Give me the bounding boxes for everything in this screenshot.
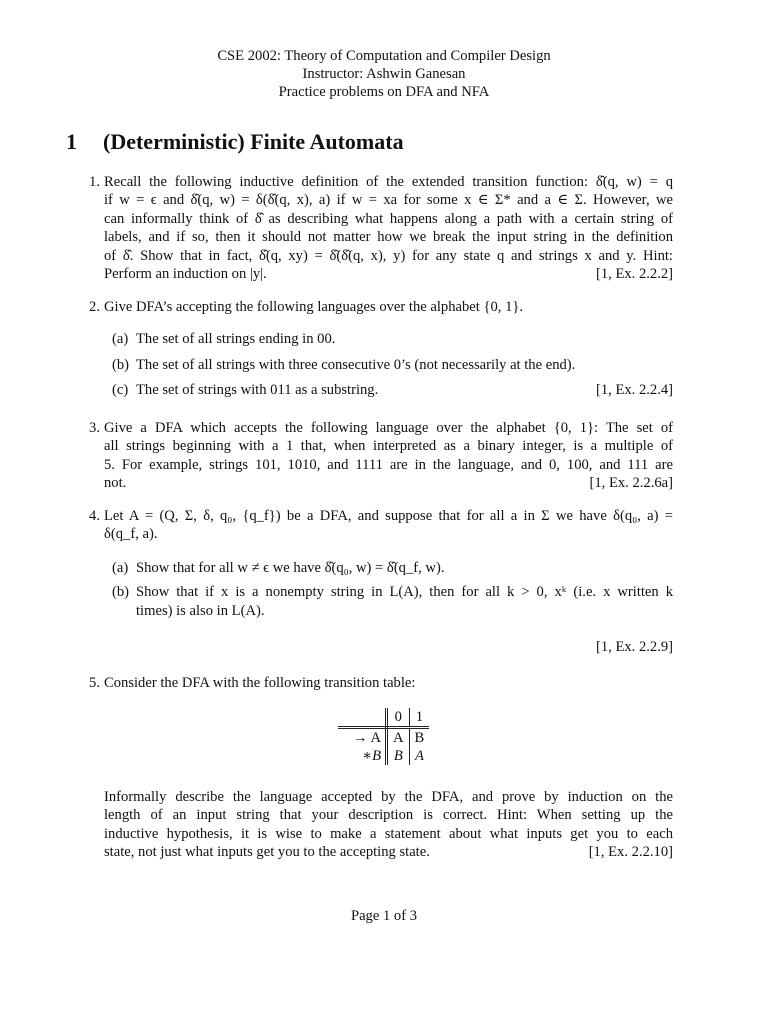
table-cell: → A — [338, 728, 387, 748]
section-number: 1 — [66, 129, 77, 154]
table-cell: ∗B — [338, 747, 387, 765]
problem-line-last — [104, 265, 673, 283]
subpart-a — [112, 559, 673, 577]
subpart-c — [112, 381, 673, 399]
subpart-text: The set of all strings with three consecutive 0’s (not necessarily at the end). — [136, 356, 576, 373]
problem-line: δ(q_f, a). — [104, 526, 158, 543]
problem-line: can informally think of δ̂ as describing what happens along a path with a certain string of — [104, 210, 673, 227]
problem-3 — [80, 419, 673, 493]
subpart-label: (a) — [112, 559, 129, 576]
subpart-b — [112, 583, 673, 620]
table-header-cell: 1 — [409, 708, 429, 728]
subpart-text: The set of all strings ending in 00. — [136, 331, 336, 348]
problem-2 — [80, 298, 673, 400]
subpart-text: Show that for all w ≠ ϵ we have δ̂(q₀, w) = δ̂(q_f, w). — [136, 559, 445, 576]
problem-line: Recall the following inductive definition of the extended transition function: δ̂(q, w) = q — [104, 174, 673, 190]
subpart-label: (b) — [112, 356, 130, 373]
problem-number: 3. — [89, 420, 100, 436]
citation: [1, Ex. 2.2.6a] — [589, 475, 673, 492]
subpart-label: (c) — [112, 382, 129, 399]
citation: [1, Ex. 2.2.4] — [595, 382, 673, 399]
transition-table — [338, 708, 429, 765]
problem-line: of δ̂. Show that in fact, δ̂(q, xy) = δ̂(δ̂(q, x), y) for any state q and strings x and y. Hint: — [104, 247, 673, 264]
problem-line: Give a DFA which accepts the following language over the alphabet {0, 1}: The set of — [104, 420, 673, 436]
problem-text: Consider the DFA with the following transition table: — [104, 675, 416, 691]
citation: [1, Ex. 2.2.9] — [595, 639, 673, 656]
page-number: Page 1 of 3 — [350, 908, 418, 924]
problem-1 — [80, 173, 673, 283]
subpart-label: (a) — [112, 331, 129, 348]
subpart-text: The set of strings with 011 as a substring. — [136, 382, 379, 399]
problem-line: Let A = (Q, Σ, δ, q₀, {q_f}) be a DFA, and suppose that for all a in Σ we have δ(q₀, a) = — [104, 508, 673, 524]
citation: [1, Ex. 2.2.2] — [595, 266, 673, 283]
problem-number: 5. — [89, 675, 100, 691]
subpart-label: (b) — [112, 584, 130, 601]
problem-line-last — [104, 843, 673, 861]
problem-line: Informally describe the language accepted by the DFA, and prove by induction on the — [104, 789, 673, 805]
table-cell: A — [414, 748, 424, 764]
problem-number: 1. — [89, 174, 100, 190]
document-header — [0, 47, 768, 101]
problem-number: 4. — [89, 508, 100, 524]
section-title-text: (Deterministic) Finite Automata — [103, 129, 404, 154]
table-cell: A — [387, 728, 410, 748]
table-header-cell: 0 — [387, 708, 410, 728]
problem-5 — [80, 674, 673, 692]
table-row — [338, 747, 429, 765]
page-footer — [0, 908, 768, 925]
problem-line: Perform an induction on |y|. — [104, 266, 267, 283]
instructor-line: Instructor: Ashwin Ganesan — [302, 66, 466, 82]
problem-line: inductive hypothesis, it is wise to make a statement about what inputs get you to each — [104, 825, 673, 842]
subpart-line: Show that if x is a nonempty string in L(A), then for all k > 0, xᵏ (i.e. x written k — [136, 584, 673, 601]
table-row — [338, 728, 429, 748]
problem-line: length of an input string that your description is correct. Hint: When setting up the — [104, 807, 673, 824]
subpart-b — [112, 356, 673, 374]
table-cell: B — [414, 730, 425, 746]
problem-5-continued — [80, 788, 673, 862]
document-subtitle: Practice problems on DFA and NFA — [278, 84, 490, 100]
section-heading — [66, 129, 404, 155]
subpart-line: times) is also in L(A). — [136, 602, 265, 619]
problem-line: all strings beginning with a 1 that, when interpreted as a binary integer, is a multiple of — [104, 438, 673, 455]
problem-line: if w = ϵ and δ̂(q, w) = δ(δ̂(q, x), a) if w = xa for some x ∈ Σ* and a ∈ Σ. However, we — [104, 192, 673, 209]
table-cell: B — [387, 747, 410, 765]
problem-line-last — [104, 474, 673, 492]
problem-number: 2. — [89, 299, 100, 315]
problem-4 — [80, 507, 673, 656]
table-header-cell — [338, 708, 387, 728]
problem-line: 5. For example, strings 101, 1010, and 1111 are in the language, and 0, 100, and 111 are — [104, 456, 673, 473]
citation-row — [104, 638, 673, 656]
subpart-a — [112, 330, 673, 348]
problem-text: Give DFA’s accepting the following languages over the alphabet {0, 1}. — [104, 299, 524, 315]
table-header-row — [338, 708, 429, 728]
citation: [1, Ex. 2.2.10] — [588, 844, 673, 861]
problem-line: not. — [104, 475, 127, 492]
problem-line: labels, and if so, then it should not matter how we break the input string in the definition — [104, 229, 673, 246]
course-title: CSE 2002: Theory of Computation and Compiler Design — [217, 48, 551, 64]
problem-line: state, not just what inputs get you to the accepting state. — [104, 844, 430, 861]
